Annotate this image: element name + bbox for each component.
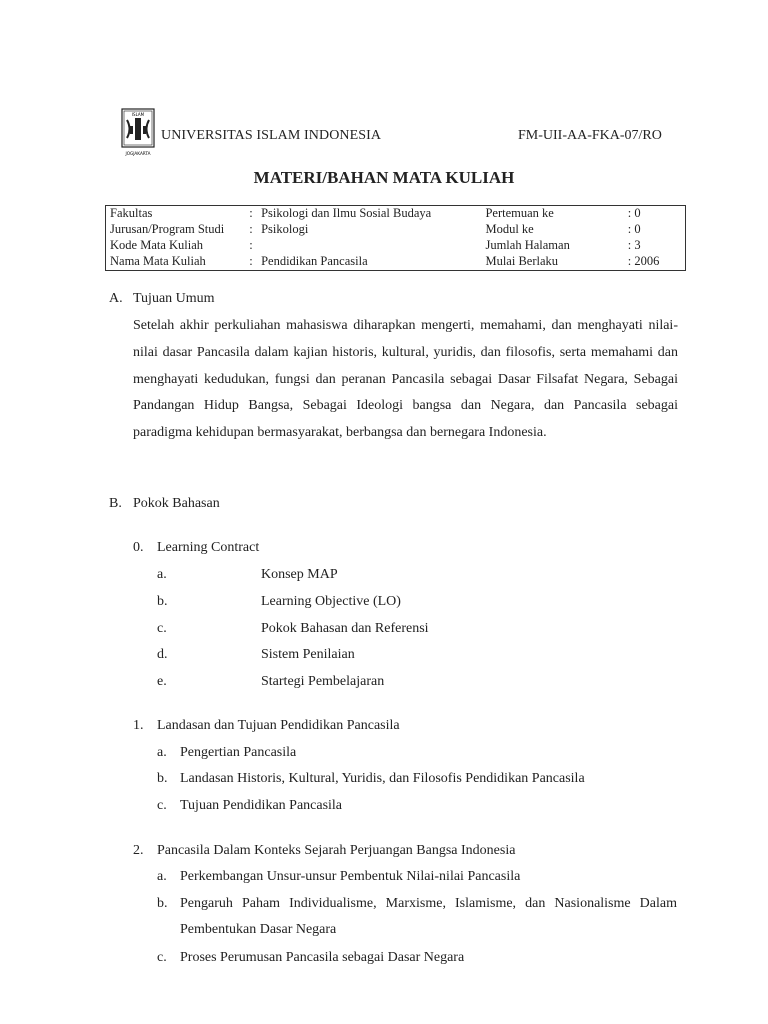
item-letter: d. (157, 647, 168, 662)
info-value-right: : 0 (627, 206, 641, 220)
list-item: Proses Perumusan Pancasila sebagai Dasar Negara (180, 950, 465, 965)
list-item: Tujuan Pendidikan Pancasila (180, 798, 343, 813)
info-value (257, 238, 481, 254)
info-separator: : (249, 237, 253, 252)
topic-title: Learning Contract (157, 540, 260, 555)
item-letter: c. (157, 798, 167, 813)
info-label-right: Mulai Berlaku (485, 253, 559, 268)
table-row (106, 238, 686, 254)
info-label: Jurusan/Program Studi (110, 222, 225, 236)
item-letter: a. (157, 567, 167, 582)
form-code: FM-UII-AA-FKA-07/RO (518, 128, 662, 143)
info-label-right: Pertemuan ke (485, 206, 554, 220)
info-separator: : (249, 253, 253, 268)
item-letter: a. (157, 869, 167, 884)
table-row (106, 222, 686, 238)
section-b-marker: B. (109, 496, 122, 511)
topic-number: 0. (133, 540, 144, 555)
list-item: Pokok Bahasan dan Referensi (261, 621, 429, 636)
info-label: Kode Mata Kuliah (110, 237, 204, 252)
list-item: Startegi Pembelajaran (261, 674, 385, 689)
university-name: UNIVERSITAS ISLAM INDONESIA (161, 128, 382, 143)
course-info-table (105, 205, 686, 271)
list-item: Sistem Penilaian (261, 647, 355, 662)
table-row (106, 206, 686, 223)
list-item: Perkembangan Unsur-unsur Pembentuk Nilai-nilai Pancasila (180, 869, 521, 884)
topic-number: 1. (133, 718, 144, 733)
info-label-right: Modul ke (485, 222, 534, 236)
item-letter: c. (157, 950, 167, 965)
section-b-heading: Pokok Bahasan (133, 496, 220, 511)
topic-title: Landasan dan Tujuan Pendidikan Pancasila (157, 718, 400, 733)
info-label-right: Jumlah Halaman (485, 237, 570, 252)
info-value-right: : 3 (627, 237, 641, 252)
university-logo (118, 106, 158, 158)
topic-number: 2. (133, 843, 144, 858)
info-label: Nama Mata Kuliah (110, 253, 206, 268)
logo-text-top: ISLAM (131, 112, 145, 117)
info-separator: : (249, 206, 253, 220)
section-a-paragraph: Setelah akhir perkuliahan mahasiswa diharapkan mengerti, memahami, dan menghayati nilai-nilai dasar Pancasila dalam kajian historis, kultural, yuridis, dan filosofis, serta memahami dan menghayati kedudukan, fungsi dan peranan Pancasila sebagai Dasar Filsafat Negara, Sebagai Pandangan Hidup Bangsa, Sebagai Ideologi bangsa dan Negara, dan Pancasila sebagai paradigma kehidupan bermasyarakat, berbangsa dan bernegara Indonesia. (133, 318, 678, 441)
info-value: Psikologi (261, 222, 309, 236)
info-value: Pendidikan Pancasila (261, 253, 368, 268)
item-letter: b. (157, 771, 168, 786)
info-value: Psikologi dan Ilmu Sosial Budaya (261, 206, 432, 220)
list-item: Pengaruh Paham Individualisme, Marxisme, Islamisme, dan Nasionalisme Dalam Pembentukan Dasar Negara (180, 896, 677, 937)
list-item: Learning Objective (LO) (261, 594, 401, 609)
item-letter: e. (157, 674, 167, 689)
page-title: MATERI/BAHAN MATA KULIAH (253, 168, 515, 187)
section-a-marker: A. (109, 291, 123, 306)
info-value-right: : 2006 (627, 253, 660, 268)
topic-title: Pancasila Dalam Konteks Sejarah Perjuangan Bangsa Indonesia (157, 843, 516, 858)
list-item: Pengertian Pancasila (180, 745, 297, 760)
section-a-heading: Tujuan Umum (133, 291, 215, 306)
item-letter: b. (157, 594, 168, 609)
item-letter: c. (157, 621, 167, 636)
table-row (106, 254, 686, 271)
logo-text-bottom: JOGJAKARTA (125, 151, 151, 156)
list-item: Landasan Historis, Kultural, Yuridis, dan Filosofis Pendidikan Pancasila (180, 771, 585, 786)
info-label: Fakultas (110, 206, 153, 220)
item-letter: b. (157, 896, 168, 911)
item-letter: a. (157, 745, 167, 760)
info-separator: : (249, 222, 253, 236)
list-item: Konsep MAP (261, 567, 338, 582)
info-value-right: : 0 (627, 222, 641, 236)
